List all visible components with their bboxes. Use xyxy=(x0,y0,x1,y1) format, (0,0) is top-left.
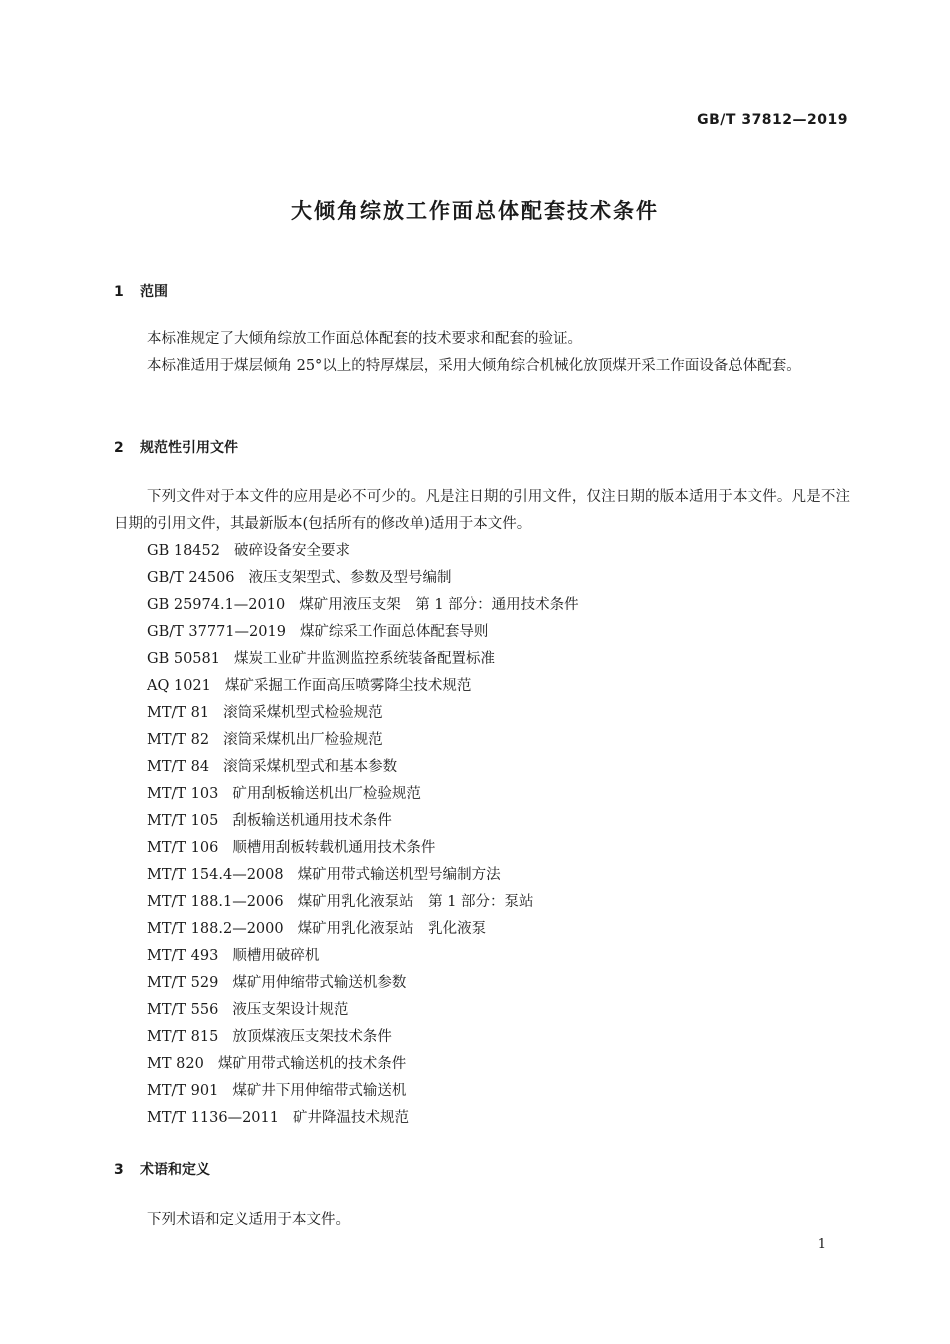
reference-item xyxy=(147,970,579,997)
reference-item xyxy=(147,673,579,700)
reference-code: GB 25974.1—2010 xyxy=(147,597,286,613)
reference-title: 滚筒采煤机型式和基本参数 xyxy=(223,759,398,775)
reference-item xyxy=(147,565,579,592)
section-2-heading xyxy=(114,437,238,457)
reference-item xyxy=(147,1105,579,1132)
reference-title: 放顶煤液压支架技术条件 xyxy=(232,1029,392,1045)
section-1-body xyxy=(114,326,850,380)
reference-title: 煤矿用伸缩带式输送机参数 xyxy=(232,975,407,991)
reference-code: GB/T 24506 xyxy=(147,570,235,586)
reference-title: 煤炭工业矿井监测监控系统装备配置标准 xyxy=(233,651,495,667)
section-title: 范围 xyxy=(140,284,168,300)
reference-code: MT/T 81 xyxy=(147,705,210,721)
reference-code: MT 820 xyxy=(147,1056,204,1072)
reference-code: MT/T 105 xyxy=(147,813,219,829)
reference-title: 煤矿用带式输送机的技术条件 xyxy=(217,1056,407,1072)
reference-title: 破碎设备安全要求 xyxy=(233,543,350,559)
reference-title: 液压支架设计规范 xyxy=(232,1002,349,1018)
section-2-intro xyxy=(114,484,850,538)
page-number: 1 xyxy=(817,1237,826,1252)
reference-code: MT/T 188.2—2000 xyxy=(147,921,284,937)
reference-code: MT/T 815 xyxy=(147,1029,219,1045)
reference-title: 矿用刮板输送机出厂检验规范 xyxy=(232,786,421,802)
reference-code: GB 50581 xyxy=(147,651,220,667)
reference-item xyxy=(147,538,579,565)
reference-title: 煤矿用乳化液泵站 乳化液泵 xyxy=(297,921,487,937)
section-title: 规范性引用文件 xyxy=(140,440,238,456)
reference-code: MT/T 493 xyxy=(147,948,219,964)
reference-code: MT/T 106 xyxy=(147,840,219,856)
reference-item xyxy=(147,835,579,862)
reference-code: MT/T 901 xyxy=(147,1083,219,1099)
section-number: 2 xyxy=(114,440,124,456)
paragraph: 下列术语和定义适用于本文件。 xyxy=(147,1212,350,1228)
reference-code: MT/T 529 xyxy=(147,975,219,991)
reference-item xyxy=(147,889,579,916)
reference-item xyxy=(147,1051,579,1078)
reference-list xyxy=(147,538,579,1132)
reference-title: 顺槽用刮板转载机通用技术条件 xyxy=(232,840,436,856)
reference-title: 刮板输送机通用技术条件 xyxy=(232,813,392,829)
reference-title: 液压支架型式、参数及型号编制 xyxy=(248,570,452,586)
reference-title: 滚筒采煤机型式检验规范 xyxy=(223,705,383,721)
section-title: 术语和定义 xyxy=(140,1162,210,1178)
paragraph: 本标准规定了大倾角综放工作面总体配套的技术要求和配套的验证。 xyxy=(147,331,582,347)
reference-item xyxy=(147,943,579,970)
reference-item xyxy=(147,862,579,889)
reference-title: 煤矿井下用伸缩带式输送机 xyxy=(232,1083,407,1099)
reference-code: MT/T 103 xyxy=(147,786,219,802)
reference-item xyxy=(147,754,579,781)
reference-item xyxy=(147,646,579,673)
section-3-heading xyxy=(114,1159,210,1179)
reference-title: 矿井降温技术规范 xyxy=(293,1110,409,1126)
paragraph: 下列文件对于本文件的应用是必不可少的。凡是注日期的引用文件，仅注日期的版本适用于本文件。凡是不注日期的引用文件，其最新版本(包括所有的修改单)适用于本文件。 xyxy=(114,489,850,532)
reference-code: MT/T 1136—2011 xyxy=(147,1110,279,1126)
reference-title: 煤矿用液压支架 第 1 部分：通用技术条件 xyxy=(299,597,579,613)
reference-item xyxy=(147,781,579,808)
reference-code: MT/T 188.1—2006 xyxy=(147,894,284,910)
reference-code: MT/T 82 xyxy=(147,732,210,748)
reference-code: MT/T 556 xyxy=(147,1002,219,1018)
reference-item xyxy=(147,592,579,619)
reference-title: 煤矿用带式输送机型号编制方法 xyxy=(297,867,501,883)
reference-code: MT/T 84 xyxy=(147,759,210,775)
reference-item xyxy=(147,997,579,1024)
section-number: 3 xyxy=(114,1162,124,1178)
section-number: 1 xyxy=(114,284,124,300)
reference-item xyxy=(147,1078,579,1105)
section-1-heading xyxy=(114,281,168,301)
reference-title: 顺槽用破碎机 xyxy=(232,948,320,964)
reference-code: GB 18452 xyxy=(147,543,220,559)
reference-title: 煤矿综采工作面总体配套导则 xyxy=(299,624,489,640)
reference-title: 滚筒采煤机出厂检验规范 xyxy=(223,732,383,748)
reference-title: 煤矿采掘工作面高压喷雾降尘技术规范 xyxy=(224,678,472,694)
reference-item xyxy=(147,619,579,646)
reference-title: 煤矿用乳化液泵站 第 1 部分：泵站 xyxy=(297,894,534,910)
reference-code: MT/T 154.4—2008 xyxy=(147,867,284,883)
reference-item xyxy=(147,808,579,835)
section-3-intro xyxy=(114,1207,850,1234)
paragraph: 本标准适用于煤层倾角 25°以上的特厚煤层，采用大倾角综合机械化放顶煤开采工作面设备总体配套。 xyxy=(147,358,801,374)
reference-item xyxy=(147,916,579,943)
reference-item xyxy=(147,1024,579,1051)
reference-item xyxy=(147,727,579,754)
reference-code: AQ 1021 xyxy=(147,678,211,694)
standard-number: GB/T 37812—2019 xyxy=(697,112,848,128)
reference-code: GB/T 37771—2019 xyxy=(147,624,286,640)
document-title: 大倾角综放工作面总体配套技术条件 xyxy=(291,199,659,223)
reference-item xyxy=(147,700,579,727)
